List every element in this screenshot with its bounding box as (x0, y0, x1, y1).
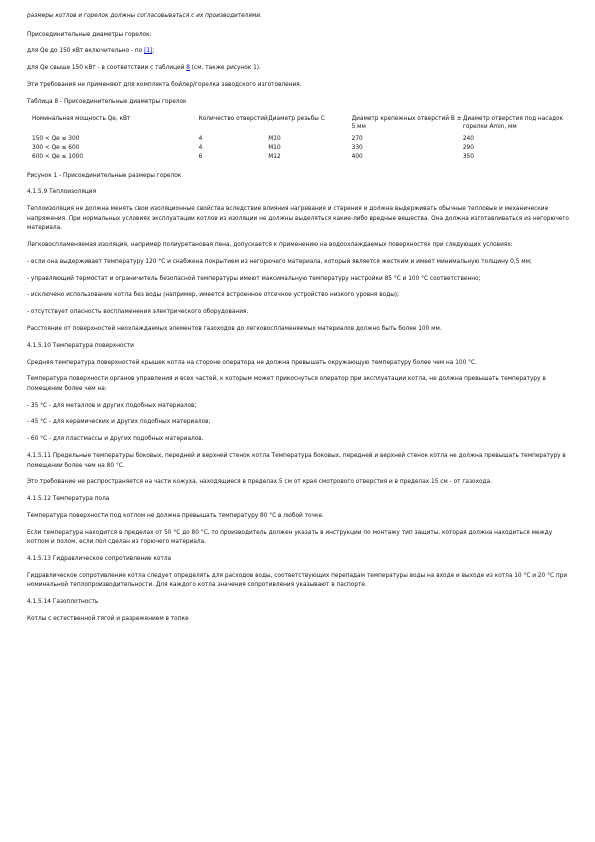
list-item: - отсутствует опасность воспламенения электрического оборудования. (27, 309, 249, 316)
section-heading-41513: 4.1.5.13 Гидравлическое сопротивление котла (27, 556, 172, 563)
connect-diameters-text: Присоединительные диаметры горелок: (27, 31, 152, 38)
section-paragraph-41511: 4.1.5.11 Предельные температуры боковых, передней и верхней стенок котла Температура боковых, передней и верхней стенок котла не должна превышать температуру в помещении более чем на 80 °С. (27, 453, 566, 469)
table-header-row (30, 115, 572, 135)
cell-holes: 6 (198, 153, 203, 160)
cell-thread: М10 (268, 135, 281, 142)
list-item: - 35 °С - для металлов и других подобных материалов; (27, 402, 197, 409)
cell-mount: 270 (351, 135, 363, 142)
table-row (30, 135, 572, 144)
cell-mount: 400 (351, 153, 363, 160)
document-page (27, 12, 572, 632)
qe-over-150-text (27, 64, 572, 74)
table-row (30, 144, 572, 153)
section-heading-4159: 4.1.5.9 Теплоизоляция (27, 189, 97, 196)
cell-power: 600 < Qe ≤ 1000 (32, 153, 84, 160)
cell-holes: 4 (198, 144, 203, 151)
not-apply-text: Эти требования не применяют для комплекта бойлер/горелка заводского изготовления. (27, 81, 302, 88)
cell-thread: М10 (268, 144, 281, 151)
cell-power: 300 < Qe ≤ 600 (32, 144, 80, 151)
qe-over-150-suffix: (см. также рисунок 1). (189, 65, 261, 72)
cell-holes: 4 (198, 135, 203, 142)
cell-nozzle: 240 (462, 135, 474, 142)
cell-nozzle: 350 (462, 153, 474, 160)
list-item: - 60 °С - для пластмассы и других подобных материалов. (27, 436, 204, 443)
paragraph: Средняя температура поверхностей крышек котла на стороне оператора не должна превышать окружающую температуру более чем на 100 °С. (27, 359, 477, 366)
reference-1-link[interactable]: [1] (144, 48, 153, 55)
section-heading-41514: 4.1.5.14 Газоплотность (27, 599, 99, 606)
paragraph: Если температура находится в пределах от 50 °С до 80 °С, то производитель должен указать в инструкции по монтажу тип защиты, которая должна находиться между котлом и полом, если пол сделан из горючего материала. (27, 529, 553, 546)
paragraph: Температура поверхности органов управления и всех частей, к которым может прикоснуться оператор при эксплуатации котла, не должна превышать температуру в помещении более чем на: (27, 376, 546, 392)
cell-power: 150 < Qe ≤ 300 (32, 135, 80, 142)
paragraph: Гидравлическое сопротивление котла следует определять для расходов воды, соответствующих перепадам температуры воды на входе и выходе из котла 10 °С и 20 °С при номинальной теплопроизводительности. Для каждого котла значения сопротивления указывают в паспорте. (27, 572, 568, 589)
paragraph: Температура поверхности под котлом не должна превышать температуру 80 °С в любой точке. (27, 512, 324, 519)
list-item: - управляющий термостат и ограничитель безопасной температуры имеют максимальную температуру настройки 85 °С и 100 °С соответственно; (27, 275, 481, 282)
burner-diameters-table (30, 115, 572, 162)
header-power: Номинальная мощность Qe, кВт (32, 115, 131, 122)
header-holes-count: Количество отверстий (198, 115, 268, 122)
paragraph: Теплоизоляция не должна менять свои изоляционные свойства вследствие влияния нагревания и старения и должна выдерживать обычные тепловые и механические напряжения. При нормальных условиях эксплуатации котлов из изоляции не должны выделяться какие-либо вредные вещества. Она должна изготавливаться из негорючего материала. (27, 206, 569, 232)
cell-mount: 330 (351, 144, 363, 151)
header-nozzle-diameter: Диаметр отверстия под насадок горелки Аmin, мм (462, 115, 564, 130)
header-mount-diameter: Диаметр крепежных отверстий В ± 5 мм (351, 115, 462, 130)
paragraph: Котлы с естественной тягой и разрежением в топке (27, 616, 189, 623)
cell-nozzle: 290 (462, 144, 474, 151)
section-heading-41510: 4.1.5.10 Температура поверхности (27, 342, 134, 349)
list-item: - если она выдерживает температуру 120 °С и снабжена покрытием из негорючего материала, который является жестким и имеет минимальную толщину 0,5 мм; (27, 258, 532, 265)
lead-text: размеры котлов и горелок должны согласовываться с их производителями. (27, 13, 262, 19)
qe-upto-150-suffix: ; (152, 48, 155, 55)
table-row (30, 153, 572, 162)
list-item: - исключено использование котла без воды (например, имеется встроенное отсечное устройство низкого уровня воды); (27, 292, 400, 299)
section-heading-41512: 4.1.5.12 Температура пола (27, 496, 110, 503)
header-thread: Диаметр резьбы С (268, 115, 325, 122)
paragraph: Это требование не распространяется на части кожуха, находящиеся в пределах 5 см от края смотрового отверстия и в пределах 15 см - от газохода. (27, 479, 492, 486)
cell-thread: М12 (268, 153, 281, 160)
qe-over-150-prefix: для Qe свыше 150 кВт - в соответствии с таблицей (27, 65, 187, 72)
qe-upto-150-prefix: для Qe до 150 кВт включительно - по (27, 48, 145, 55)
table-8-link[interactable]: 8 (186, 65, 190, 72)
figure-caption: Рисунок 1 - Присоединительные размеры горелок (27, 172, 182, 179)
qe-upto-150-text (27, 47, 572, 57)
paragraph: Расстояние от поверхностей неохлаждаемых элементов газоходов до легковоспламеняемых материалов должно быть более 100 мм. (27, 325, 442, 332)
table-title: Таблица 8 - Присоединительные диаметры горелок (27, 98, 187, 105)
list-item: - 45 °С - для керамических и других подобных материалов; (27, 419, 211, 426)
paragraph: Легковоспламеняемая изоляция, например полиуретановая пена, допускается к применению на водоохлаждаемых поверхностях при следующих условиях: (27, 242, 513, 249)
